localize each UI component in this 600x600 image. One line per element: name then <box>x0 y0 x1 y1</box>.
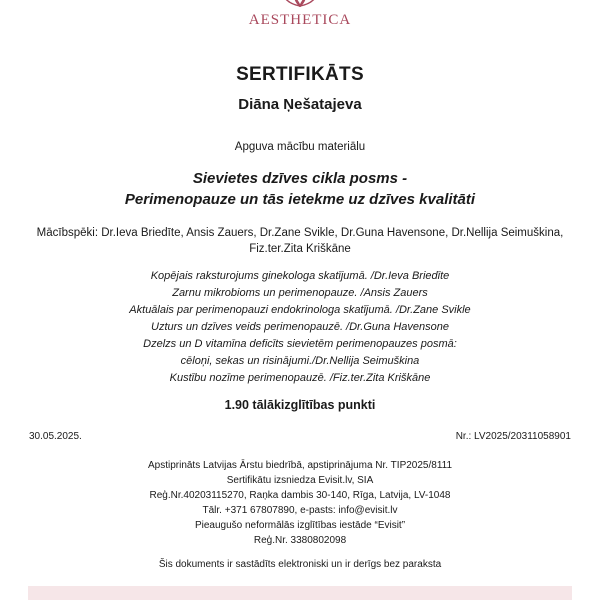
brand-logo <box>0 0 600 32</box>
certificate-title: SERTIFIKĀTS <box>236 64 364 85</box>
completed-label: Apguva mācību materiālu <box>234 141 366 153</box>
issuer-info-line: Apstiprināts Latvijas Ārstu biedrībā, apstiprinājuma Nr. TIP2025/8111 <box>147 460 453 471</box>
course-title-line-2: Perimenopauze un tās ietekme uz dzīves kvalitāti <box>124 191 476 208</box>
brand-name: AESTHETICA <box>248 12 352 28</box>
issue-date: 30.05.2025. <box>29 431 82 442</box>
issuer-info <box>0 458 600 548</box>
issuer-info-line: Tālr. +371 67807890, e-pasts: info@evisit.lv <box>202 505 398 516</box>
issuer-info-line: Reģ.Nr.40203115270, Raņka dambis 30-140, Rīga, Latvija, LV-1048 <box>149 490 451 501</box>
education-points: 1.90 tālākizglītības punkti <box>224 398 376 412</box>
lecture-item: cēloņi, sekas un risinājumi./Dr.Nellija Seimuškina <box>180 355 420 367</box>
lecture-list <box>0 268 600 387</box>
recipient-name: Diāna Ņešatajeva <box>238 96 362 113</box>
course-title-line-1: Sievietes dzīves cikla posms - <box>192 170 408 187</box>
electronic-document-notice: Šis dokuments ir sastādīts elektroniski un ir derīgs bez paraksta <box>158 559 442 570</box>
lecture-item: Dzelzs un D vitamīna deficīts sievietēm perimenopauzes posmā: <box>143 338 457 350</box>
footer-band <box>28 586 572 600</box>
certificate-number: Nr.: LV2025/20311058901 <box>455 431 571 442</box>
lecturers-line-2: Fiz.ter.Zita Kriškāne <box>249 243 351 255</box>
lecturers-list <box>0 225 600 257</box>
issuer-info-line: Pieaugušo neformālās izglītības iestāde “Evisit” <box>194 520 406 531</box>
lotus-logo-icon <box>255 0 345 8</box>
issuer-info-line: Sertifikātu izsniedza Evisit.lv, SIA <box>226 475 374 486</box>
lecture-item: Uzturs un dzīves veids perimenopauzē. /Dr.Guna Havensone <box>151 321 449 333</box>
lecture-item: Kustību nozīme perimenopauzē. /Fiz.ter.Zita Kriškāne <box>169 372 431 384</box>
issuer-info-line: Reģ.Nr. 3380802098 <box>253 535 347 546</box>
lecture-item: Kopējais raksturojums ginekologa skatījumā. /Dr.Ieva Briedīte <box>150 270 450 282</box>
lecture-item: Aktuālais par perimenopauzi endokrinologa skatījumā. /Dr.Zane Svikle <box>129 304 471 316</box>
lecture-item: Zarnu mikrobioms un perimenopauze. /Ansis Zauers <box>172 287 428 299</box>
lecturers-line-1: Mācībspēki: Dr.Ieva Briedīte, Ansis Zauers, Dr.Zane Svikle, Dr.Guna Havensone, Dr.Nellija Seimuškina, <box>36 227 564 239</box>
